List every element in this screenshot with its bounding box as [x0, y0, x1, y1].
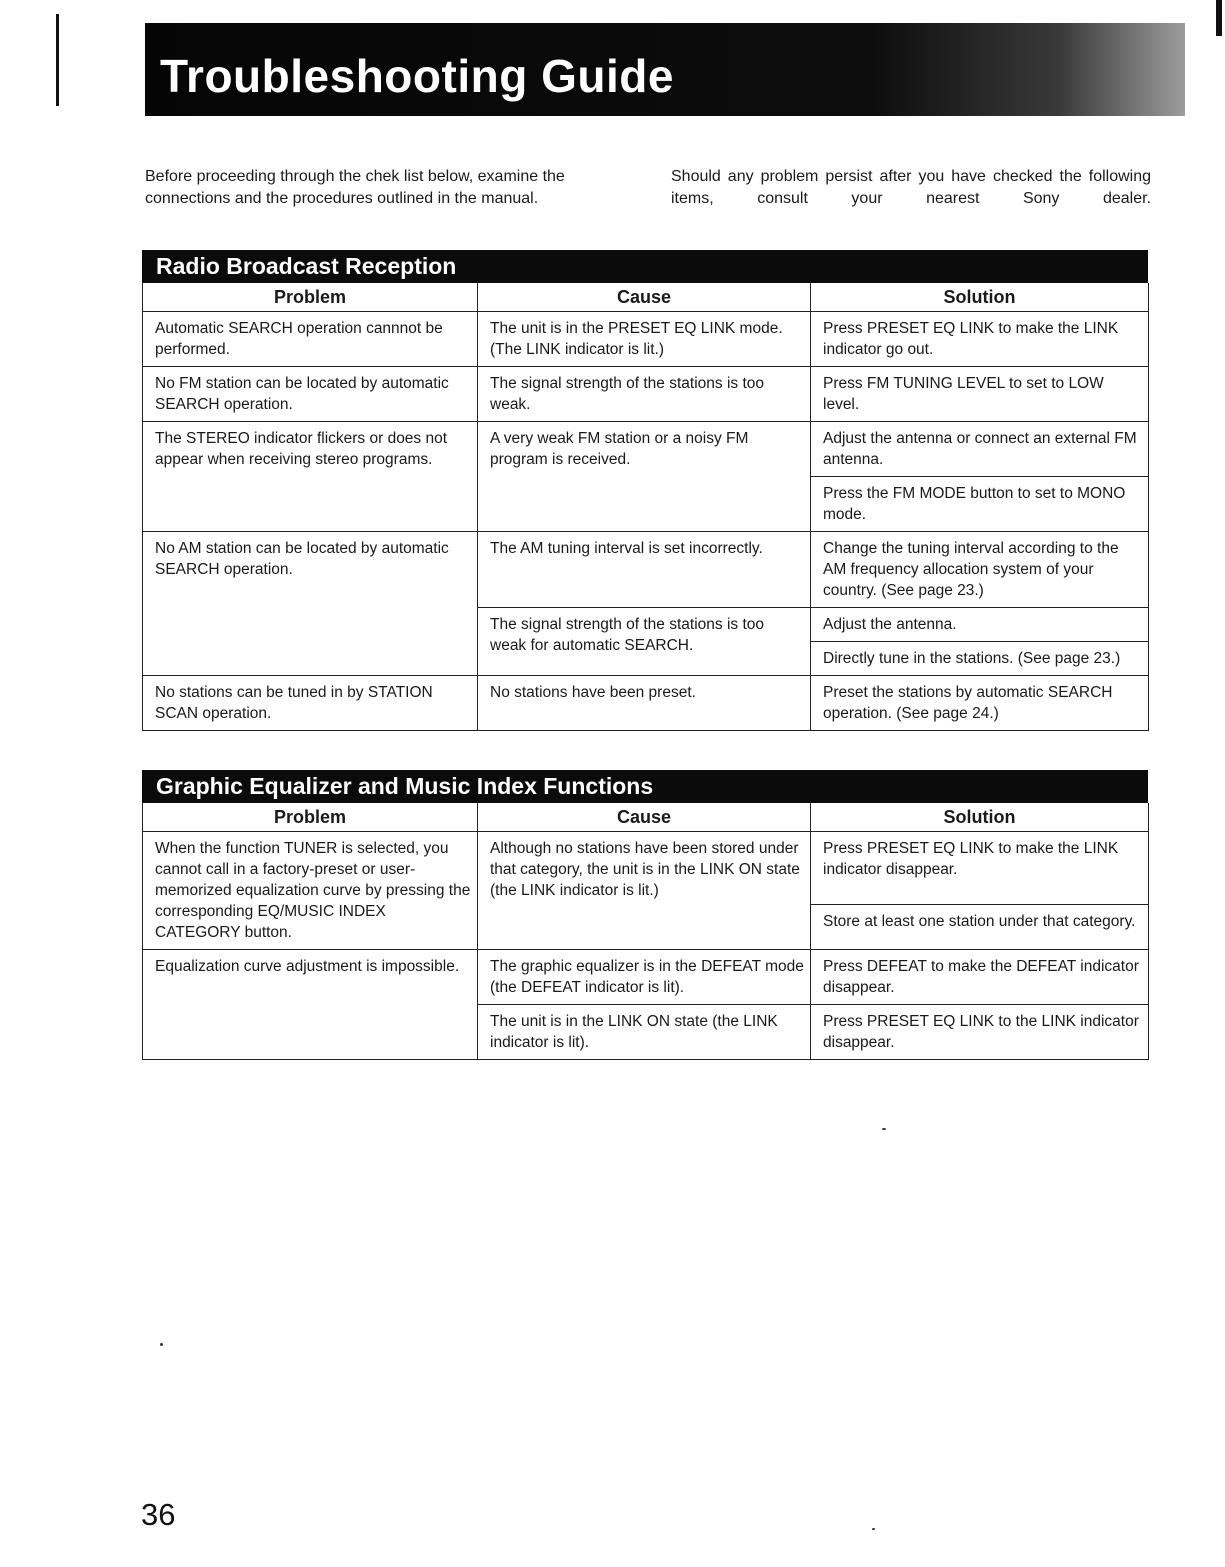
section-radio-broadcast — [142, 250, 1148, 731]
solution-cell: Store at least one station under that category. — [811, 904, 1149, 949]
table-row — [143, 367, 1149, 422]
problem-cell: Automatic SEARCH operation cannnot be performed. — [143, 312, 478, 367]
intro-left-paragraph: Before proceeding through the chek list below, examine the connections and the procedures outlined in the manual. — [145, 168, 565, 207]
solution-cell: Press DEFEAT to make the DEFEAT indicator disappear. — [811, 950, 1149, 1005]
section-title: Graphic Equalizer and Music Index Functions — [142, 770, 1148, 803]
problem-cell: No FM station can be located by automatic SEARCH operation. — [143, 367, 478, 422]
column-header-solution: Solution — [811, 283, 1149, 312]
section-graphic-equalizer — [142, 770, 1148, 1060]
scan-edge-mark-left — [56, 14, 59, 106]
problem-cell: The STEREO indicator flickers or does not appear when receiving stereo programs. — [143, 422, 478, 532]
column-header-problem: Problem — [143, 283, 478, 312]
column-header-cause: Cause — [478, 803, 811, 832]
solution-cell: Adjust the antenna or connect an external FM antenna. — [811, 422, 1149, 477]
cause-cell: The graphic equalizer is in the DEFEAT mode (the DEFEAT indicator is lit). — [478, 950, 811, 1005]
cause-cell: A very weak FM station or a noisy FM program is received. — [478, 422, 811, 532]
problem-cell: No AM station can be located by automatic SEARCH operation. — [143, 532, 478, 676]
cause-cell: No stations have been preset. — [478, 676, 811, 731]
page-title: Troubleshooting Guide — [160, 50, 674, 102]
intro-right-paragraph: Should any problem persist after you have checked the following items, consult your nearest Sony dealer. — [671, 168, 1151, 207]
solution-cell: Preset the stations by automatic SEARCH operation. (See page 24.) — [811, 676, 1149, 731]
table-header-row — [143, 283, 1149, 312]
table-row — [143, 832, 1149, 905]
troubleshooting-table — [142, 283, 1149, 731]
cause-cell: The unit is in the LINK ON state (the LINK indicator is lit). — [478, 1005, 811, 1060]
page-number: 36 — [141, 1497, 176, 1532]
column-header-solution: Solution — [811, 803, 1149, 832]
table-row — [143, 532, 1149, 608]
scan-edge-mark-right — [1216, 0, 1222, 36]
cause-cell: Although no stations have been stored under that category, the unit is in the LINK ON state (the LINK indicator is lit.) — [478, 832, 811, 950]
problem-cell: Equalization curve adjustment is impossible. — [143, 950, 478, 1060]
table-row — [143, 422, 1149, 477]
solution-cell: Press PRESET EQ LINK to the LINK indicator disappear. — [811, 1005, 1149, 1060]
problem-cell: No stations can be tuned in by STATION SCAN operation. — [143, 676, 478, 731]
table-row — [143, 950, 1149, 1005]
problem-cell: When the function TUNER is selected, you cannot call in a factory-preset or user-memorized equalization curve by pressing the corresponding EQ/MUSIC INDEX CATEGORY button. — [143, 832, 478, 950]
solution-cell: Press the FM MODE button to set to MONO mode. — [811, 477, 1149, 532]
troubleshooting-table — [142, 803, 1149, 1060]
solution-cell: Press FM TUNING LEVEL to set to LOW level. — [811, 367, 1149, 422]
solution-cell: Adjust the antenna. — [811, 608, 1149, 642]
section-title: Radio Broadcast Reception — [142, 250, 1148, 283]
cause-cell: The AM tuning interval is set incorrectly. — [478, 532, 811, 608]
column-header-cause: Cause — [478, 283, 811, 312]
scan-speck — [160, 1343, 163, 1346]
column-header-problem: Problem — [143, 803, 478, 832]
table-header-row — [143, 803, 1149, 832]
table-row — [143, 676, 1149, 731]
solution-cell: Press PRESET EQ LINK to make the LINK indicator disappear. — [811, 832, 1149, 905]
solution-cell: Press PRESET EQ LINK to make the LINK indicator go out. — [811, 312, 1149, 367]
solution-cell: Directly tune in the stations. (See page 23.) — [811, 642, 1149, 676]
cause-cell: The signal strength of the stations is too weak for automatic SEARCH. — [478, 608, 811, 676]
solution-cell: Change the tuning interval according to the AM frequency allocation system of your country. (See page 23.) — [811, 532, 1149, 608]
scan-speck — [882, 1128, 886, 1130]
cause-cell: The signal strength of the stations is too weak. — [478, 367, 811, 422]
cause-cell: The unit is in the PRESET EQ LINK mode. (The LINK indicator is lit.) — [478, 312, 811, 367]
table-row — [143, 312, 1149, 367]
scan-speck — [872, 1528, 875, 1530]
